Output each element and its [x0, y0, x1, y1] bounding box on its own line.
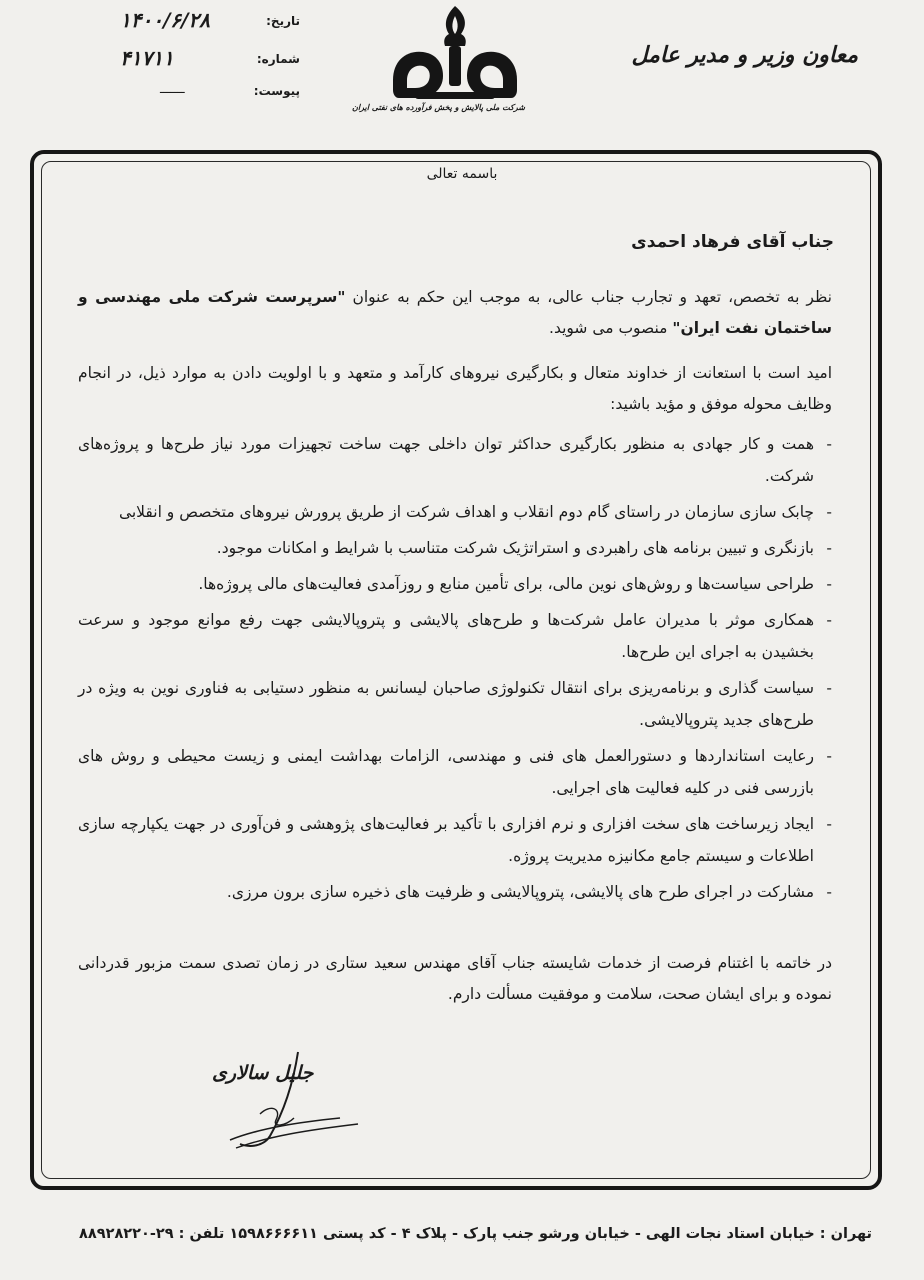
appointment-line: نظر به تخصص، تعهد و تجارب جناب عالی، به موجب این حکم به عنوان — [352, 288, 832, 306]
list-item: - رعایت استانداردها و دستورالعمل های فنی و مهندسی، الزامات بهداشت ایمنی و زیست محیطی و روش های بازرسی فنی در کلیه فعالیت های اجرایی. — [78, 747, 832, 797]
attachment-row — [120, 78, 300, 102]
paragraph-expectations: امید است با استعانت از خداوند متعال و بکارگیری نیروهای کارآمد و متعهد و با اولویت دادن به موارد ذیل، در انجام وظایف محوله موفق و مؤید باشید: — [78, 364, 832, 413]
attachment-label: پیوست: — [253, 84, 300, 98]
duties-list — [78, 428, 832, 912]
list-item: - مشارکت در اجرای طرح های پالایشی، پتروپالایشی و ظرفیت های ذخیره سازی برون مرزی. — [226, 883, 832, 901]
letter-meta — [120, 8, 300, 102]
footer-address: تهران : خیابان استاد نجات الهی - خیابان ورشو جنب پارک - پلاک ۴ - کد پستی ۱۵۹۸۶۶۶۶۱۱ تلفن : ۲۹-۸۸۹۲۸۲۲۰ — [79, 1226, 872, 1242]
signature-block — [190, 1048, 390, 1158]
signatory-name: جلیل سالاری — [212, 1062, 314, 1084]
company-name: شرکت ملی پالایش و پخش فرآورده های نفتی ایران — [352, 102, 525, 112]
date-value: ۱۴۰۰/۶/۲۸ — [120, 8, 210, 32]
list-item: - سیاست گذاری و برنامه‌ریزی برای انتقال تکنولوژی صاحبان لیسانس به منظور دستیابی به فناوری نوین به ویژه در طرح‌های جدید پتروپالایشی. — [78, 679, 832, 729]
list-item: - ایجاد زیرساخت های سخت افزاری و نرم افزاری با تأکید بر فعالیت‌های پژوهشی و فن‌آوری در جهت یکپارچه سازی اطلاعات و سیستم جامع مکانیزه مدیریت پروژه. — [78, 815, 832, 865]
attachment-value: ـــــــ — [160, 82, 185, 96]
signature-scribble-icon — [190, 1048, 390, 1158]
appointment-position: "سرپرست شرکت ملی مهندسی و ساختمان نفت ایران" — [78, 288, 832, 337]
number-row — [120, 46, 300, 70]
list-item: - طراحی سیاست‌ها و روش‌های نوین مالی، برای تأمین منابع و روزآمدی فعالیت‌های مالی پروژه‌ها. — [198, 575, 832, 593]
number-value: ۴۱۷۱۱ — [120, 46, 174, 70]
number-label: شماره: — [256, 52, 300, 66]
list-item: - همت و کار جهادی به منظور بکارگیری حداکثر توان داخلی جهت ساخت تجهیزات مورد نیاز طرح‌ها و پروژه‌های شرکت. — [78, 435, 832, 485]
date-label: تاریخ: — [266, 14, 300, 28]
appointment-rest: منصوب می شوید. — [549, 319, 668, 337]
recipient-title: معاون وزیر و مدیر عامل — [631, 42, 858, 68]
date-row — [120, 8, 300, 32]
company-logo — [352, 0, 525, 135]
paragraph-closing: در خاتمه با اغتنام فرصت از خدمات شایسته جناب آقای مهندس سعید ستاری در زمان تصدی سمت مزبور قدردانی نموده و برای ایشان صحت، سلامت و موفقیت مسألت دارم. — [78, 954, 832, 1003]
list-item: - همکاری موثر با مدیران عامل شرکت‌ها و طرح‌های پالایشی و پتروپالایشی جهت رفع موانع موجود و سرعت بخشیدن به اجرای این طرح‌ها. — [78, 611, 832, 661]
flame-emblem-icon — [385, 0, 525, 104]
list-item: - چابک سازی سازمان در راستای گام دوم انقلاب و اهداف شرکت از طریق پرورش نیروهای متخصص و انقلابی — [118, 503, 832, 521]
list-item: - بازنگری و تبیین برنامه های راهبردی و استراتژیک شرکت متناسب با شرایط و امکانات موجود. — [216, 539, 832, 557]
salutation: جناب آقای فرهاد احمدی — [631, 232, 834, 252]
paragraph-appointment — [78, 282, 832, 344]
invocation: باسمه تعالی — [426, 166, 498, 182]
